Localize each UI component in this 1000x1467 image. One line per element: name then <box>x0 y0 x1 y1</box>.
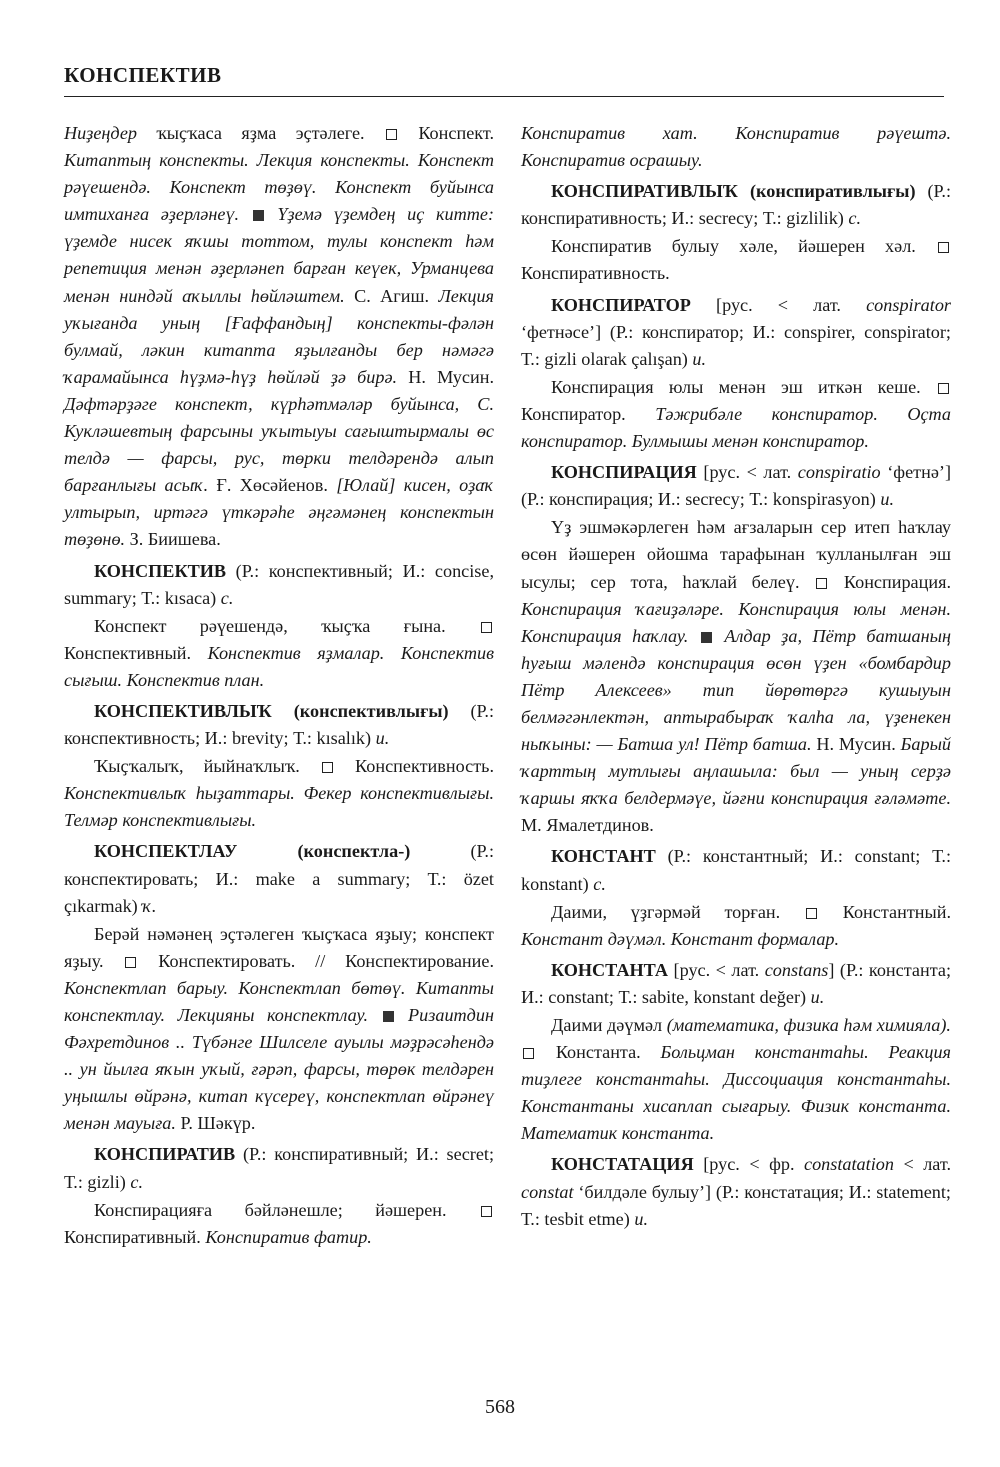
text-run: Ғ. Хөсәйенов. <box>208 475 337 496</box>
text-run: [рус. < фр. <box>693 1154 805 1175</box>
text-run: ‘фетнә’] (Р.: конспирация; И.: secrecy; Т.: konspirasyon) <box>521 462 952 510</box>
italic-text: Ризаитдин Фәхретдинов .. Түбәнге Шилселе ауылы мәҙрәсәһендә .. ун йылға яҡын уҡый, ғәрәп, фарсы, төрөк телдәрен уңышлы өйрәнә, китап күсереү, конспектлап өйрәнеү менән мауыға. <box>64 1005 494 1134</box>
dictionary-paragraph <box>521 514 951 839</box>
text-run: Конспективный. <box>64 642 208 663</box>
text-run: Конспектировать. // Конспектирование. <box>138 950 494 971</box>
russian-equivalent-marker-icon <box>481 1206 492 1217</box>
italic-text: Тәжрибәле конспиратор. Оҫта конспиратор. Булмышы менән конспиратор. <box>521 403 952 452</box>
text-run: Даими дәүмәл <box>551 1015 667 1035</box>
text-run: (Р.: конспективный; И.: concise, summary; Т.: kısaca) <box>64 560 494 608</box>
text-run: ‘фетнәсе’] (Р.: конспиратор; И.: conspirer, conspirator; Т.: gizli olarak çalışan) <box>521 321 951 369</box>
text-run: (Р.: конспективность; И.: brevity; Т.: kısalık) <box>64 700 494 749</box>
italic-text: conspirator <box>866 294 951 315</box>
italic-text: Конспективлыҡ һыҙаттары. Фекер конспективлығы. Телмәр конспективлығы. <box>64 783 494 831</box>
text-run: З. Биишева. <box>125 529 221 550</box>
italic-text: Конспектив яҙмалар. Конспектив сығыш. Конспектив план. <box>64 642 495 690</box>
text-run: Конспективность. <box>334 756 494 777</box>
text-run <box>368 1005 381 1025</box>
quotation-marker-icon <box>383 1011 394 1022</box>
dictionary-paragraph <box>64 613 494 694</box>
russian-equivalent-marker-icon <box>938 383 949 394</box>
text-run: ] (Р.: константа; И.: constant; Т.: sabite, konstant değer) <box>521 959 952 1007</box>
italic-text: и. <box>634 1208 648 1229</box>
dictionary-paragraph <box>64 921 494 1138</box>
italic-text: (математика, физика һәм химияла). <box>666 1015 951 1035</box>
dictionary-entry-head <box>521 178 951 232</box>
headword: КОНСТАТАЦИЯ <box>551 1154 694 1175</box>
text-run: Конспиративность. <box>521 263 670 284</box>
italic-text: с. <box>220 587 234 608</box>
italic-text: Конспирация ҡағиҙәләре. Конспирация юлы менән. Конспирация һаҡлау. <box>521 598 951 646</box>
text-run: Ҡыҫҡалыҡ, йыйнаҡлыҡ. <box>94 756 320 777</box>
quotation-marker-icon <box>701 632 712 643</box>
running-head: КОНСПЕКТИВ <box>64 63 222 87</box>
russian-equivalent-marker-icon <box>938 242 949 253</box>
text-run <box>688 626 699 646</box>
italic-text: constans <box>764 959 829 980</box>
italic-text: с. <box>130 1171 143 1192</box>
italic-text: с. <box>848 208 862 229</box>
italic-text: Барый ҡарттың мутлығы аңлашыла: был — уның серҙә ҡаршы яҡҡа белдермәүе, йәғни конспирация ғәләмәте. <box>521 734 951 809</box>
text-run: Конспирацияға бәйләнешле; йәшерен. <box>94 1199 479 1220</box>
text-run: Үҙ эшмәкәрлеген һәм ағзаларын сер итеп һаҡлау өсөн йәшерен ойошма тарафынан ҡулланылған эш ысулы; сер тота, һаҡлай белеү. <box>521 517 951 592</box>
page-number: 568 <box>485 1396 515 1418</box>
dictionary-paragraph <box>521 1012 951 1147</box>
text-run <box>239 204 251 224</box>
italic-text: Ниҙеңдер <box>64 123 138 143</box>
text-run: Н. Мусин. <box>811 734 901 755</box>
headword: КОНСПЕКТИВ <box>94 560 227 581</box>
text-run: Конспирация. <box>829 571 952 592</box>
text-run: Константа. <box>536 1042 661 1063</box>
text-run: Конспирация юлы менән эш иткән кеше. <box>551 376 936 397</box>
italic-text: Констант дәүмәл. Констант формалар. <box>521 928 840 949</box>
left-column <box>64 120 494 1252</box>
italic-text: ҡ. <box>142 895 157 916</box>
text-run: Конспиративный. <box>64 1226 206 1247</box>
italic-text: conspiratio <box>797 462 881 483</box>
text-run: ‘билдәле булыу’] (Р.: констатация; И.: statement; Т.: tesbit etme) <box>521 1181 951 1229</box>
text-run: [рус. < лат. <box>690 294 867 315</box>
headword: КОНСПЕКТЛАУ (конспектла-) <box>94 841 411 862</box>
text-run: Н. Мусин. <box>397 366 494 387</box>
page-header <box>64 60 944 90</box>
italic-text: Лекция уҡығанда уның [Ғаффандың] конспекты-фәлән булмай, ләкин китапта яҙылғанды бер нәмәгә ҡарамайынса һүҙмә-һүҙ һөйләй ҙә бирә. <box>64 285 495 387</box>
dictionary-entry-head <box>64 698 494 752</box>
right-column <box>521 120 951 1234</box>
dictionary-entry-head <box>521 292 951 373</box>
dictionary-entry-head <box>64 558 494 612</box>
text-run: Даими, үҙгәрмәй торған. <box>551 901 804 922</box>
dictionary-entry-head <box>64 838 494 919</box>
text-run: Р. Шәкүр. <box>175 1113 256 1134</box>
headword: КОНСПИРАТИВЛЫҠ (конспиративлығы) <box>551 181 916 202</box>
headword: КОНСПИРАЦИЯ <box>551 462 697 483</box>
headword: КОНСПЕКТИВЛЫҠ (конспективлығы) <box>94 700 449 721</box>
dictionary-paragraph <box>521 233 951 287</box>
italic-text: Больцман константаһы. Реакция тиҙлеге константаһы. Диссоциация константаһы. Константаны хисаплап сығарыу. Физик константа. Математик константа. <box>521 1042 952 1144</box>
russian-equivalent-marker-icon <box>523 1048 534 1059</box>
text-run: ҡыҫҡаса яҙма эҫтәлеге. <box>137 123 384 143</box>
russian-equivalent-marker-icon <box>816 578 827 589</box>
italic-text: constat <box>521 1181 574 1202</box>
dictionary-paragraph <box>521 374 951 455</box>
text-run: (Р.: конспиративность; И.: secrecy; Т.: gizlilik) <box>521 181 951 229</box>
dictionary-entry-head <box>521 459 951 513</box>
italic-text: Конспектлап барыу. Конспектлап бөтөү. Китапты конспектлау. Лекцияны конспектлау. <box>64 977 494 1025</box>
italic-text: и. <box>692 348 707 369</box>
quotation-marker-icon <box>253 210 264 221</box>
dictionary-entry-head <box>521 843 951 897</box>
text-run: Конспиратор. <box>521 403 656 424</box>
text-run: [рус. < лат. <box>696 462 798 483</box>
dictionary-entry-head <box>64 1141 494 1195</box>
text-run: М. Ямалетдинов. <box>521 815 654 836</box>
text-run: (Р.: конспиративный; И.: secret; Т.: gizli) <box>64 1144 494 1192</box>
text-run: Конспиратив булыу хәле, йәшерен хәл. <box>551 236 936 257</box>
headword: КОНСТАНТ <box>551 846 656 867</box>
italic-text: constatation <box>804 1154 894 1175</box>
italic-text: и. <box>375 728 390 749</box>
text-run: Конспект рәүешендә, ҡыҫҡа ғына. <box>94 615 479 636</box>
russian-equivalent-marker-icon <box>386 129 397 140</box>
headword: КОНСТАНТА <box>551 959 669 980</box>
text-run: Конспект. <box>398 123 494 143</box>
russian-equivalent-marker-icon <box>322 762 333 773</box>
text-run: С. Агиш. <box>344 285 439 306</box>
dictionary-paragraph <box>64 120 494 554</box>
dictionary-entry-head <box>521 957 951 1011</box>
text-run: Константный. <box>818 901 951 922</box>
header-rule <box>64 96 944 97</box>
italic-text: Алдар ҙа, Пётр батшаның һуғыш мәлендә конспирация өсөн үҙен «бомбардир Пётр Алексеев» тип йөрөтөргә кушыуын белмәгәнлектән, аптырабыраҡ ҡалһа ла, үҙенекен ныҡыны: — Батша ул! Пётр батша. <box>521 625 951 755</box>
text-run <box>714 626 725 646</box>
dictionary-paragraph <box>64 1197 494 1251</box>
text-run <box>266 204 278 224</box>
dictionary-paragraph <box>64 753 494 834</box>
italic-text: [Юлай] кисен, оҙаҡ ултырып, иртәгә үткәрәһе әңгәмәнең конспектын төҙөнө. <box>64 475 494 550</box>
russian-equivalent-marker-icon <box>481 622 492 633</box>
italic-text: Китаптың конспекты. Лекция конспекты. Конспект рәүешендә. Конспект төҙөү. Конспект буйынса имтиханға әҙерләнеү. <box>64 150 494 225</box>
text-run: [рус. < лат. <box>668 959 765 980</box>
dictionary-paragraph <box>521 120 951 174</box>
italic-text: и. <box>880 489 894 510</box>
text-run: (Р.: константный; И.: constant; Т.: konstant) <box>521 846 951 894</box>
text-run: (Р.: конспектировать; И.: make a summary; Т.: özet çıkarmak) <box>64 841 494 916</box>
headword: КОНСПИРАТОР <box>551 294 691 315</box>
text-run <box>396 1005 409 1025</box>
italic-text: с. <box>593 873 606 894</box>
russian-equivalent-marker-icon <box>125 957 136 968</box>
dictionary-entry-head <box>521 1151 951 1232</box>
dictionary-paragraph <box>521 899 951 953</box>
russian-equivalent-marker-icon <box>806 908 817 919</box>
italic-text: и. <box>810 986 825 1007</box>
italic-text: Үҙемә үҙемдең иҫ китте: үҙемде нисек яҡшы тоттом, тулы конспект һәм репетиция менән әҙерләнеп барған кеүек, Урманцева менән ниндәй аҡыллы һөйләштем. <box>64 204 494 306</box>
italic-text: Дәфтәрҙәге конспект, күрһәтмәләр буйынса, С. Кукләшевтың фарсыны уҡытыуы сағыштырмалы өс телдә — фарсы, рус, төрки телдәрендә алып барғанлығы асыҡ. <box>64 393 494 496</box>
italic-text: Конспиратив хат. Конспиратив рәүештә. Конспиратив осрашыу. <box>521 123 951 171</box>
headword: КОНСПИРАТИВ <box>94 1144 236 1165</box>
italic-text: Конспиратив фатир. <box>205 1226 372 1247</box>
text-run: < лат. <box>893 1154 952 1175</box>
text-run: Берәй нәмәнең эҫтәлеген ҡыҫҡаса яҙыу; конспект яҙыу. <box>64 923 494 971</box>
